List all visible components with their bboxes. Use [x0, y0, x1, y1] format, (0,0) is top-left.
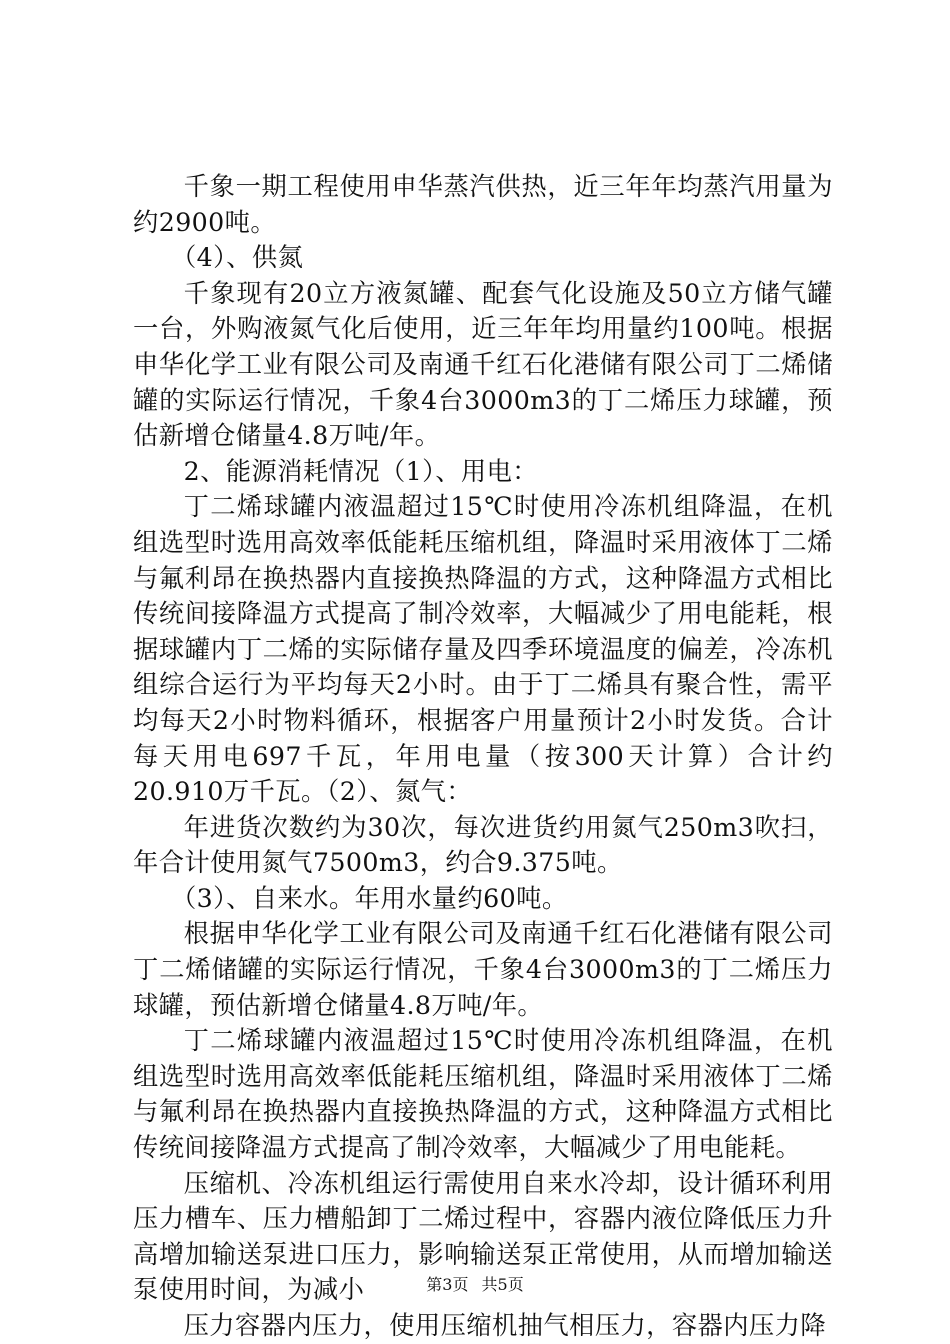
paragraph-steam-supply: 千象一期工程使用申华蒸汽供热，近三年年均蒸汽用量为约2900吨。: [133, 172, 833, 237]
paragraph-pressure-reduction: 压力容器内压力，使用压缩机抽气相压力，容器内压力降: [183, 1311, 827, 1340]
paragraph-nitrogen-usage: 年进货次数约为30次，每次进货约用氮气250m3吹扫，年合计使用氮气7500m3，约合9.375吨。: [133, 812, 833, 878]
page-total: 共5页: [481, 1275, 524, 1294]
heading-nitrogen-supply: （4）、供氮: [170, 243, 304, 273]
paragraph-nitrogen-supply: 千象现有20立方液氮罐、配套气化设施及50立方储气罐一台，外购液氮气化后使用，近三年年均用量约100吨。根据申华化学工业有限公司及南通千红石化港储有限公司丁二烯储罐的实际运行情况，千象4台3000m3的丁二烯压力球罐，预估新增仓储量4.8万吨/年。: [133, 278, 834, 451]
paragraph-cooling-method: 丁二烯球罐内液温超过15℃时使用冷冻机组降温，在机组选型时选用高效率低能耗压缩机组，降温时采用液体丁二烯与氟利昂在换热器内直接换热降温的方式，这种降温方式相比传统间接降温方式提高了制冷效率，大幅减少了用电能耗。: [133, 1026, 833, 1163]
paragraph-electricity: 丁二烯球罐内液温超过15℃时使用冷冻机组降温，在机组选型时选用高效率低能耗压缩机组，降温时采用液体丁二烯与氟利昂在换热器内直接换热降温的方式，这种降温方式相比传统间接降温方式提高了制冷效率，大幅减少了用电能耗，根据球罐内丁二烯的实际储存量及四季环境温度的偏差，冷冻机组综合运行为平均每天2小时。由于丁二烯具有聚合性，需平均每天2小时物料循环，根据客户用量预计2小时发货。合计每天用电697千瓦，年用电量（按300天计算）合计约20.910万千瓦。（2）、氮气：: [133, 492, 833, 807]
page-footer: [0, 1272, 950, 1295]
page-number: 第3页: [426, 1275, 469, 1294]
paragraph-tap-water: （3）、自来水。年用水量约60吨。: [170, 883, 568, 913]
heading-energy-consumption: 2、能源消耗情况（1）、用电：: [183, 456, 538, 486]
document-body: [133, 169, 833, 1344]
paragraph-compressor-cooling: 压缩机、冷冻机组运行需使用自来水冷却，设计循环利用压力槽车、压力槽船卸丁二烯过程中，容器内液位降低压力升高增加输送泵进口压力，影响输送泵正常使用，从而增加输送泵使用时间，为减小: [133, 1168, 833, 1305]
paragraph-storage-estimate: 根据申华化学工业有限公司及南通千红石化港储有限公司丁二烯储罐的实际运行情况，千象4台3000m3的丁二烯压力球罐，预估新增仓储量4.8万吨/年。: [133, 919, 834, 1020]
